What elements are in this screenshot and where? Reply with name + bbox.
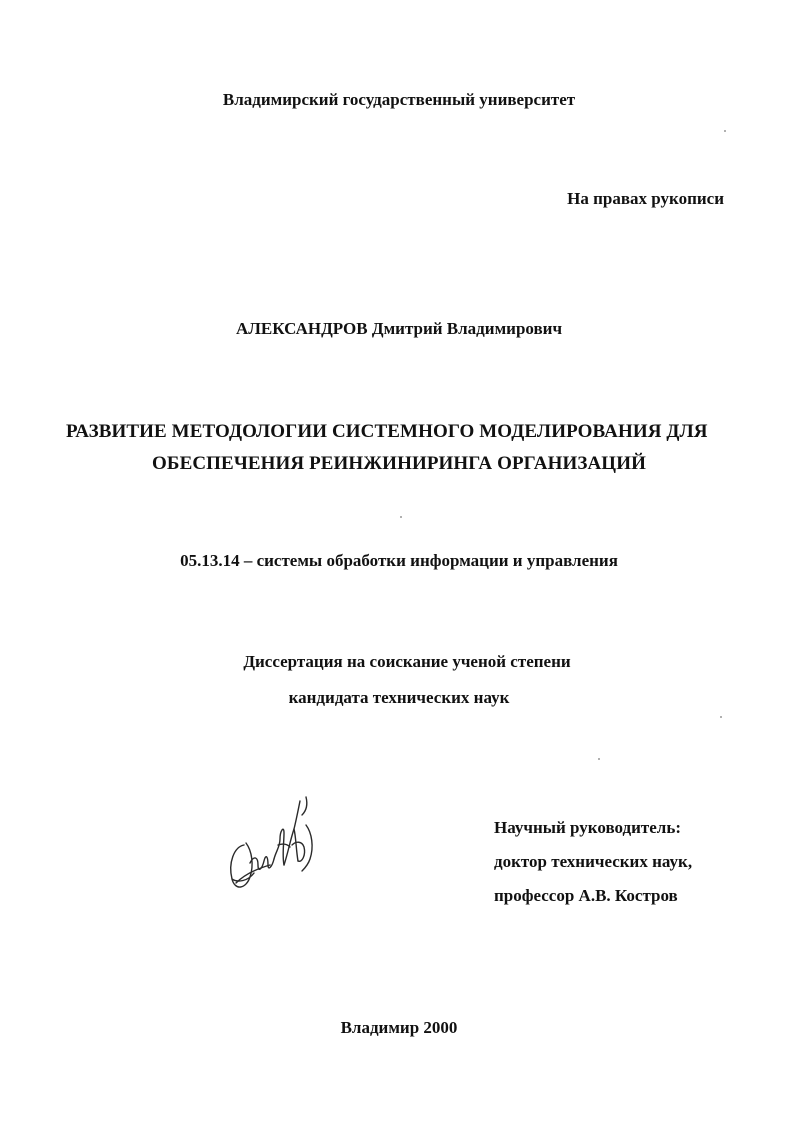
supervisor-degree: доктор технических наук, xyxy=(494,852,693,871)
university-name: Владимирский государственный университет xyxy=(222,90,576,109)
degree-line-2: кандидата технических наук xyxy=(288,688,510,707)
supervisor-name: профессор А.В. Костров xyxy=(494,886,678,905)
specialty-code: 05.13.14 – системы обработки информации и управления xyxy=(180,551,618,570)
scan-speck xyxy=(720,716,722,718)
author-given-names: Дмитрий Владимирович xyxy=(371,319,563,338)
rights-note: На правах рукописи xyxy=(567,189,724,208)
scan-speck xyxy=(724,130,726,132)
author-name xyxy=(0,319,798,339)
supervisor-label: Научный руководитель: xyxy=(494,818,681,837)
degree-line-1: Диссертация на соискание ученой степени xyxy=(243,652,571,671)
handwritten-signature-icon xyxy=(222,785,322,900)
scan-speck xyxy=(598,758,600,760)
dissertation-title-line-1: РАЗВИТИЕ МЕТОДОЛОГИИ СИСТЕМНОГО МОДЕЛИРОВАНИЯ ДЛЯ xyxy=(66,421,708,442)
dissertation-title-line-2: ОБЕСПЕЧЕНИЯ РЕИНЖИНИРИНГА ОРГАНИЗАЦИЙ xyxy=(152,453,646,474)
scan-speck xyxy=(400,516,402,518)
author-surname: АЛЕКСАНДРОВ xyxy=(235,319,368,338)
city-year: Владимир 2000 xyxy=(340,1018,458,1037)
